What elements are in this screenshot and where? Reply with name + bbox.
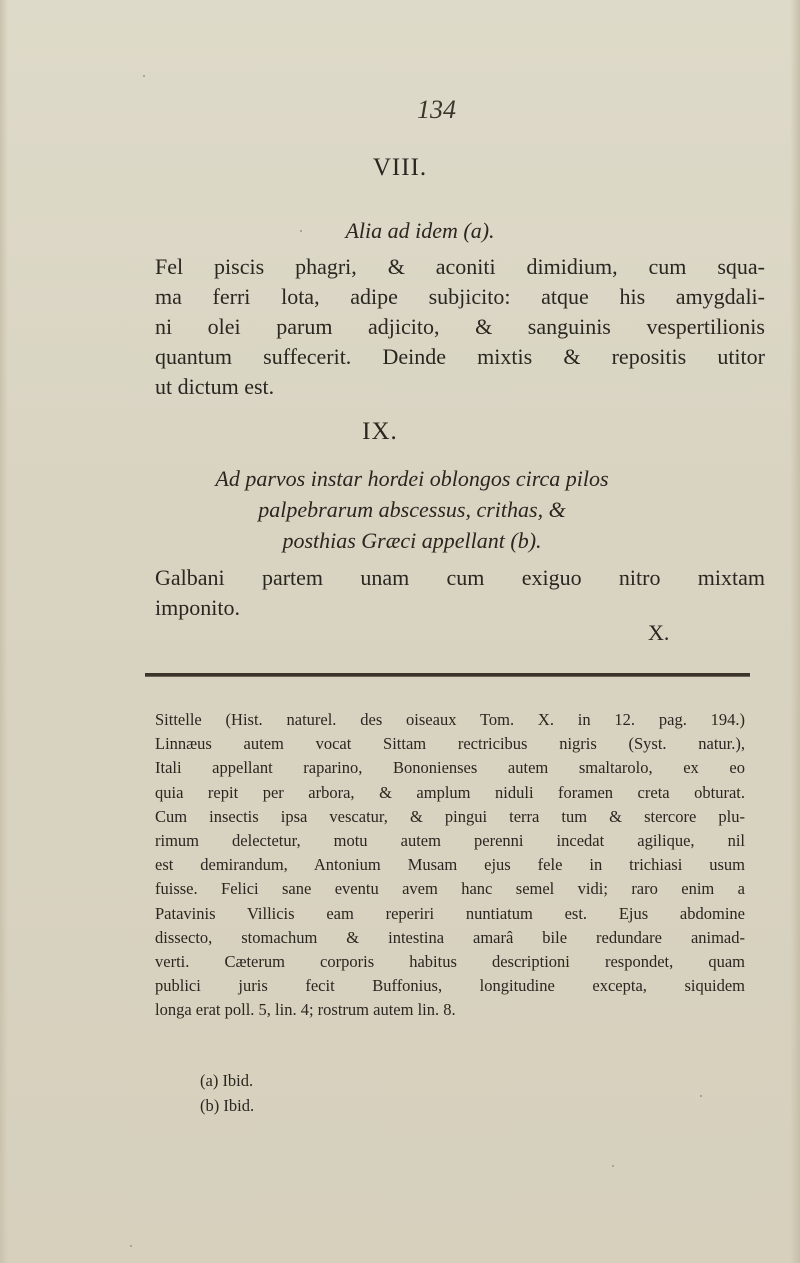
note-line: rimum delectetur, motu autem perenni incedat agilique, nil (155, 831, 745, 851)
body-line: ma ferri lota, adipe subjicito: atque his amygdali- (155, 284, 765, 309)
note-line: Cum insectis ipsa vescatur, & pingui terra tum & stercore plu- (155, 806, 745, 826)
subtitle-line: Alia ad idem (a). (345, 218, 495, 243)
paper-speck (700, 1095, 702, 1097)
subtitle-line: Ad parvos instar hordei oblongos circa pilos (215, 466, 609, 491)
subtitle-line: palpebrarum abscessus, crithas, & (258, 497, 566, 522)
note-line: dissecto, stomachum & intestina amarâ bile redundare animad- (155, 927, 745, 947)
body-line: ut dictum est. (155, 374, 275, 399)
page-edge-right (790, 0, 800, 1263)
section-subtitle-ix (12, 463, 800, 556)
section-body-ix (155, 563, 765, 623)
body-line: ni olei parum adjicito, & sanguinis vespertilionis (155, 314, 765, 339)
note-line: verti. Cæterum corporis habitus descriptioni respondet, quam (155, 952, 745, 972)
note-line: quia repit per arbora, & amplum niduli foramen creta obturat. (155, 782, 745, 802)
paper-speck (130, 1245, 132, 1247)
paper-speck (143, 75, 145, 77)
page-number: 134 (417, 95, 456, 124)
body-line: quantum suffecerit. Deinde mixtis & repositis utitor (155, 344, 765, 369)
section-heading-ix: IX. (362, 418, 398, 445)
note-line: publici juris fecit Buffonius, longitudine excepta, siquidem (155, 976, 745, 996)
section-subtitle-viii (20, 215, 800, 246)
footnote-divider (145, 673, 750, 677)
page-edge-left (0, 0, 8, 1263)
footnote-a: (a) Ibid. (200, 1071, 254, 1090)
note-line: Patavinis Villicis eam reperiri nuntiatum est. Ejus abdomine (155, 903, 745, 923)
note-line: est demirandum, Antonium Musam ejus fele in trichiasi usum (155, 855, 745, 875)
section-body-viii (155, 252, 765, 402)
note-line: Linnæus autem vocat Sittam rectricibus nigris (Syst. natur.), (155, 734, 745, 754)
note-line: Itali appellant raparino, Bononienses autem smaltarolo, ex eo (155, 758, 745, 778)
paper-speck (612, 1165, 614, 1167)
paper-speck (300, 230, 302, 232)
footnote-text (155, 708, 745, 1023)
section-heading-viii: VIII. (372, 154, 428, 181)
note-line: Sittelle (Hist. naturel. des oiseaux Tom. X. in 12. pag. 194.) (155, 710, 745, 729)
note-line: fuisse. Felici sane eventu avem hanc semel vidi; raro enim a (155, 879, 745, 899)
body-line: imponito. (155, 595, 240, 620)
footnote-b: (b) Ibid. (200, 1096, 255, 1115)
body-line: Galbani partem unam cum exiguo nitro mixtam (155, 565, 765, 590)
body-line: Fel piscis phagri, & aconiti dimidium, cum squa- (155, 254, 765, 279)
note-line: longa erat poll. 5, lin. 4; rostrum autem lin. 8. (155, 1000, 456, 1020)
subtitle-line: posthias Græci appellant (b). (282, 528, 542, 553)
catchword: X. (648, 620, 670, 645)
